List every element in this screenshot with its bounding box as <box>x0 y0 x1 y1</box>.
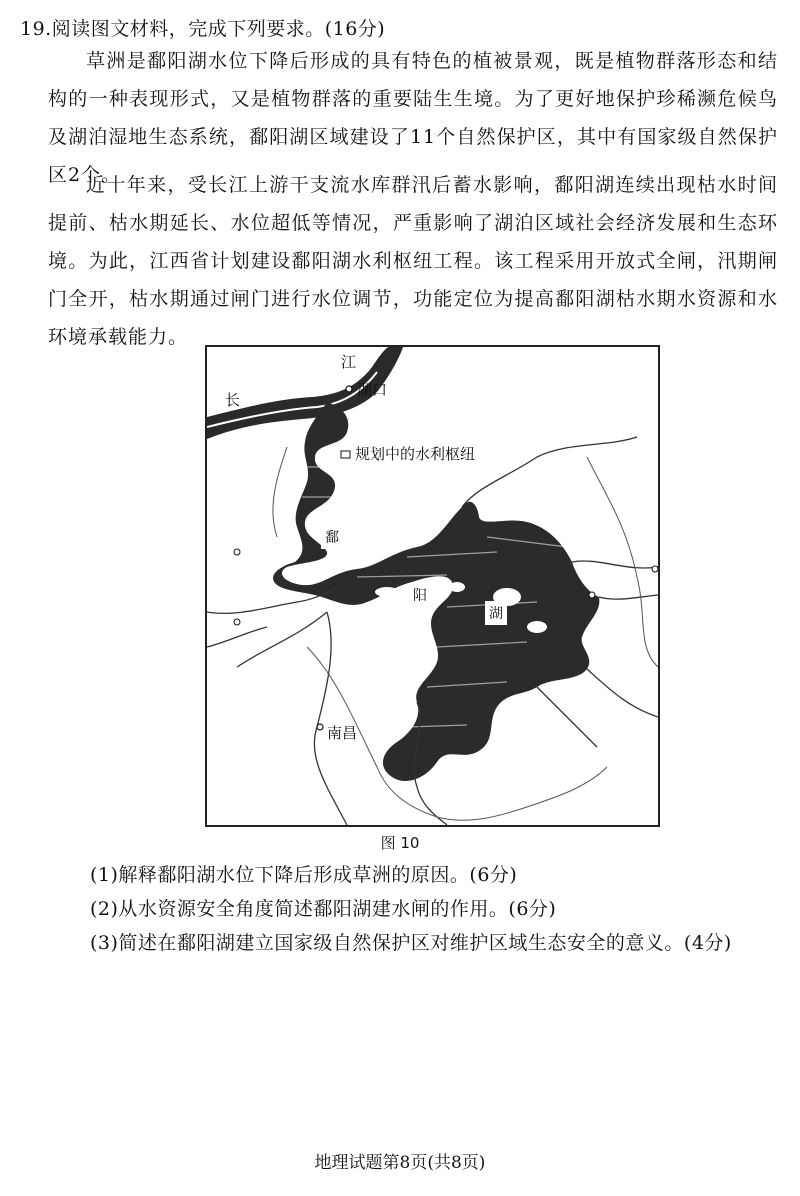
page-footer: 地理试题第8页(共8页) <box>314 1153 486 1173</box>
label-chang: 长 <box>225 391 241 409</box>
label-hub: 规划中的水利枢纽 <box>355 445 476 463</box>
island <box>527 621 547 633</box>
town-point <box>589 592 595 598</box>
label-nanchang: 南昌 <box>327 724 358 742</box>
town-point <box>234 549 240 555</box>
sub-question-1: (1)解释鄱阳湖水位下降后形成草洲的原因。(6分) <box>90 864 518 886</box>
label-jiang: 江 <box>341 353 357 371</box>
material-paragraph-2: 近十年来，受长江上游干支流水库群汛后蓄水影响，鄱阳湖连续出现枯水时间提前、枯水期延长、水位超低等情况，严重影响了湖泊区域社会经济发展和生态环境。为此，江西省计划建设鄱阳湖水利枢纽工程。该工程采用开放式全闸，汛期闸门全开，枯水期通过闸门进行水位调节，功能定位为提高鄱阳湖枯水期水资源和水环境承载能力。 <box>48 174 778 348</box>
hub-marker <box>341 451 350 458</box>
island <box>449 582 465 592</box>
town-point <box>652 566 658 572</box>
poyang-lake-map <box>205 345 660 827</box>
island <box>375 587 399 597</box>
sub-question-2: (2)从水资源安全角度简述鄱阳湖建水闸的作用。(6分) <box>90 898 557 920</box>
label-hukou: 湖口 <box>357 381 388 399</box>
hukou-point <box>346 386 352 392</box>
label-yang: 阳 <box>409 583 431 607</box>
nanchang-point <box>317 724 323 730</box>
label-hu: 湖 <box>485 601 507 625</box>
map-drawing <box>207 347 658 825</box>
question-header: 19.阅读图文材料，完成下列要求。(16分) <box>20 18 386 40</box>
label-po: 鄱 <box>321 525 343 549</box>
material-paragraph-1: 草洲是鄱阳湖水位下降后形成的具有特色的植被景观，既是植物群落形态和结构的一种表现形式，又是植物群落的重要陆生生境。为了更好地保护珍稀濒危候鸟及湖泊湿地生态系统，鄱阳湖区域建设了11个自然保护区，其中有国家级自然保护区2个。 <box>48 50 778 186</box>
town-point <box>234 619 240 625</box>
figure-caption: 图 10 <box>380 834 420 852</box>
sub-question-3: (3)简述在鄱阳湖建立国家级自然保护区对维护区域生态安全的意义。(4分) <box>90 932 732 954</box>
